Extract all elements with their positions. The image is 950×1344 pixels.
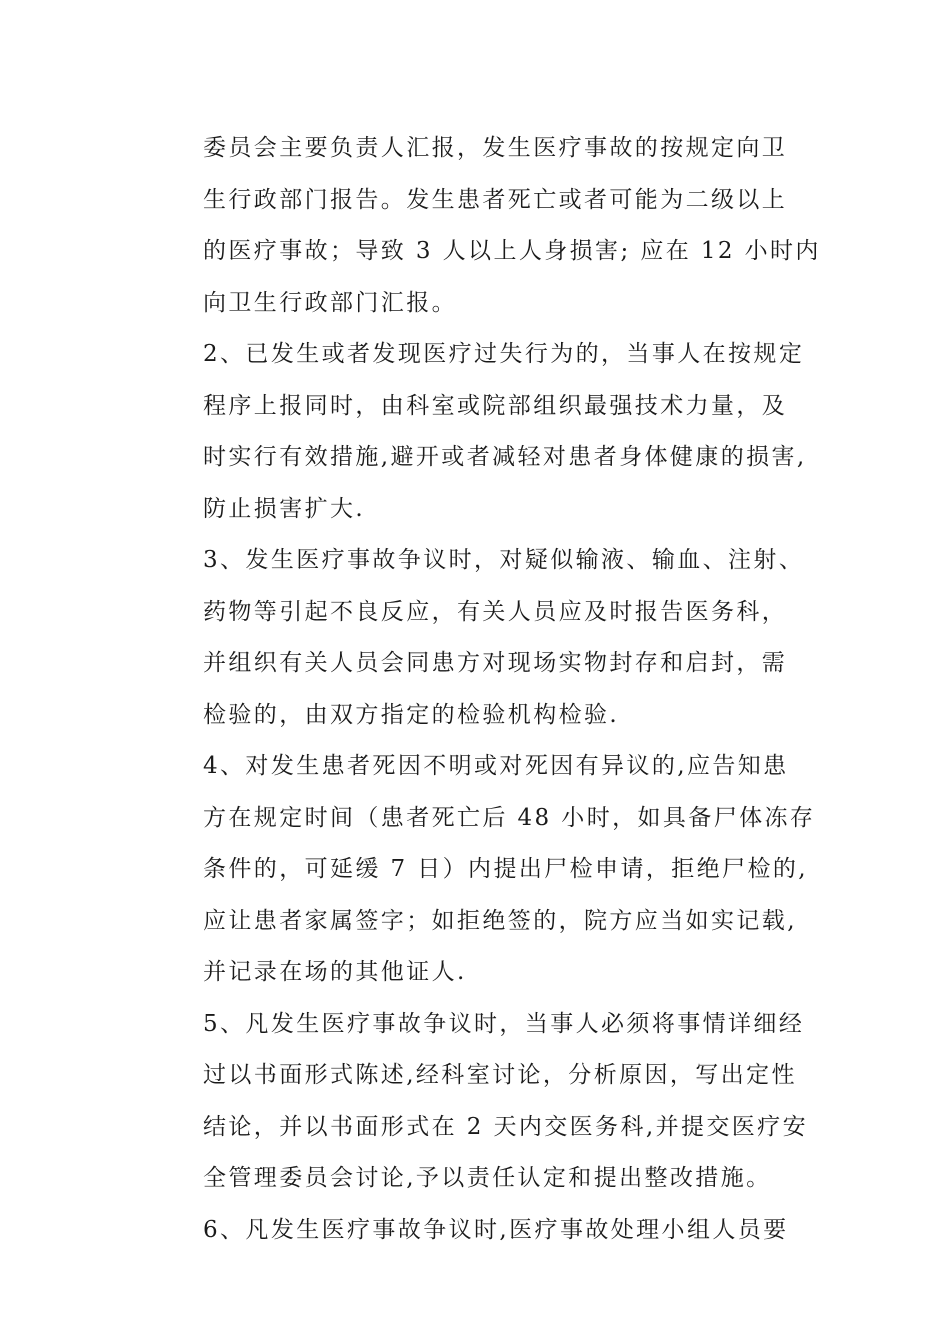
text-line: 生行政部门报告。发生患者死亡或者可能为二级以上 bbox=[203, 186, 788, 213]
text-line: 药物等引起不良反应，有关人员应及时报告医务科， bbox=[203, 598, 788, 625]
text-line: 防止损害扩大. bbox=[203, 495, 366, 522]
text-line: 并记录在场的其他证人. bbox=[203, 959, 467, 985]
text-line: 并组织有关人员会同患方对现场实物封存和启封，需 bbox=[203, 650, 788, 676]
text-line: 过以书面形式陈述,经科室讨论，分析原因，写出定性 bbox=[203, 1062, 797, 1088]
text-line: 条件的，可延缓 7 日）内提出尸检申请，拒绝尸检的, bbox=[203, 856, 808, 882]
text-line: 时实行有效措施,避开或者减轻对患者身体健康的损害, bbox=[203, 444, 807, 470]
text-line: 委员会主要负责人汇报，发生医疗事故的按规定向卫 bbox=[203, 135, 788, 161]
text-line: 的医疗事故；导致 3 人以上人身损害; 应在 12 小时内 bbox=[203, 238, 821, 264]
text-line: 检验的，由双方指定的检验机构检验. bbox=[203, 701, 620, 728]
text-line: 全管理委员会讨论,予以责任认定和提出整改措施。 bbox=[203, 1165, 772, 1191]
text-line: 6、凡发生医疗事故争议时,医疗事故处理小组人员要 bbox=[203, 1216, 789, 1243]
text-line: 3、发生医疗事故争议时，对疑似输液、输血、注射、 bbox=[203, 547, 805, 573]
text-line: 方在规定时间（患者死亡后 48 小时，如具备尸体冻存 bbox=[203, 804, 816, 831]
document-body bbox=[203, 128, 823, 1261]
text-line: 程序上报同时，由科室或院部组织最强技术力量，及 bbox=[203, 392, 788, 419]
text-line: 结论，并以书面形式在 2 天内交医务科,并提交医疗安 bbox=[203, 1113, 808, 1140]
text-line: 向卫生行政部门汇报。 bbox=[203, 289, 457, 316]
text-line: 应让患者家属签字；如拒绝签的，院方应当如实记载, bbox=[203, 907, 797, 934]
text-line: 4、对发生患者死因不明或对死因有异议的,应告知患 bbox=[203, 753, 789, 779]
text-line: 2、已发生或者发现医疗过失行为的，当事人在按规定 bbox=[203, 341, 805, 367]
text-line: 5、凡发生医疗事故争议时，当事人必须将事情详细经 bbox=[203, 1010, 805, 1037]
